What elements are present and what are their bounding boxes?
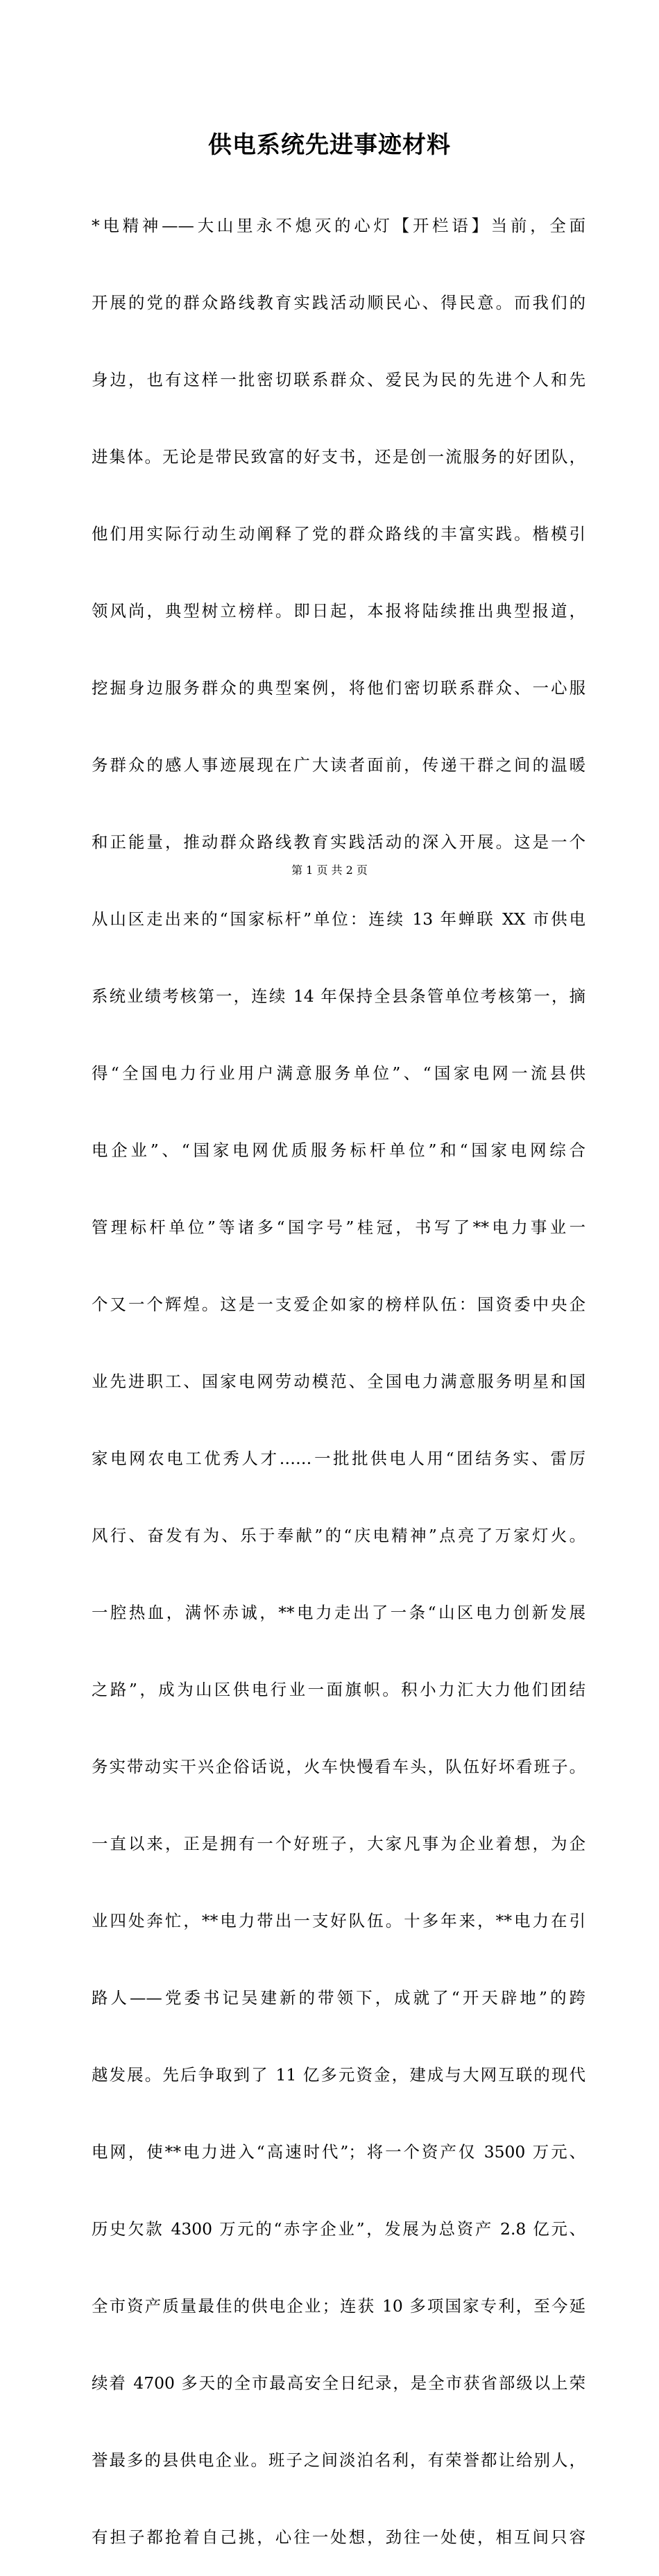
body-line: 业先进职工、国家电网劳动模范、全国电力满意服务明星和国 (92, 1372, 585, 1391)
body-line: 电企业”、“国家电网优质服务标杆单位”和“国家电网综合 (92, 1140, 585, 1160)
body-line: 他们用实际行动生动阐释了党的群众路线的丰富实践。楷模引 (92, 524, 585, 544)
body-line: 得“全国电力行业用户满意服务单位”、“国家电网一流县供 (92, 1063, 585, 1083)
body-line: 续着 4700 多天的全市最高安全日纪录，是全市获省部级以上荣 (92, 2373, 585, 2393)
body-line: 开展的党的群众路线教育实践活动顺民心、得民意。而我们的 (92, 293, 585, 312)
body-line: *电精神——大山里永不熄灭的心灯【开栏语】当前，全面 (92, 216, 585, 235)
body-line: 系统业绩考核第一，连续 14 年保持全县条管单位考核第一，摘 (92, 986, 585, 1006)
body-line: 和正能量，推动群众路线教育实践活动的深入开展。这是一个 (92, 832, 585, 852)
body-line: 领风尚，典型树立榜样。即日起，本报将陆续推出典型报道， (92, 601, 585, 621)
body-line: 从山区走出来的“国家标杆”单位：连续 13 年蝉联 XX 市供电 (92, 909, 585, 929)
body-line: 管理标杆单位”等诸多“国字号”桂冠，书写了**电力事业一 (92, 1218, 585, 1237)
body-line: 路人——党委书记吴建新的带领下，成就了“开天辟地”的跨 (92, 1988, 585, 2007)
body-line: 家电网农电工优秀人才……一批批供电人用“团结务实、雷厉 (92, 1449, 585, 1468)
body-line: 越发展。先后争取到了 11 亿多元资金，建成与大网互联的现代 (92, 2065, 585, 2085)
body-line: 务实带动实干兴企俗话说，火车快慢看车头，队伍好坏看班子。 (92, 1757, 585, 1776)
body-line: 挖掘身边服务群众的典型案例，将他们密切联系群众、一心服 (92, 678, 585, 698)
body-line: 全市资产质量最佳的供电企业；连获 10 多项国家专利，至今延 (92, 2296, 585, 2316)
body-line: 务群众的感人事迹展现在广大读者面前，传递干群之间的温暖 (92, 755, 585, 775)
body-line: 业四处奔忙，**电力带出一支好队伍。十多年来，**电力在引 (92, 1911, 585, 1930)
document-title: 供电系统先进事迹材料 (208, 131, 451, 159)
page-number-footer: 第 1 页 共 2 页 (291, 864, 368, 877)
body-line: 一腔热血，满怀赤诚，**电力走出了一条“山区电力创新发展 (92, 1603, 585, 1622)
body-line: 身边，也有这样一批密切联系群众、爱民为民的先进个人和先 (92, 370, 585, 389)
body-line: 之路”，成为山区供电行业一面旗帜。积小力汇大力他们团结 (92, 1680, 585, 1699)
body-line: 风行、奋发有为、乐于奉献”的“庆电精神”点亮了万家灯火。 (92, 1526, 585, 1545)
body-line: 进集体。无论是带民致富的好支书，还是创一流服务的好团队， (92, 447, 585, 466)
body-line: 一直以来，正是拥有一个好班子，大家凡事为企业着想，为企 (92, 1834, 585, 1853)
body-line: 电网，使**电力进入“高速时代”；将一个资产仅 3500 万元、 (92, 2142, 585, 2162)
body-line: 历史欠款 4300 万元的“赤字企业”，发展为总资产 2.8 亿元、 (92, 2219, 585, 2239)
body-line: 个又一个辉煌。这是一支爱企如家的榜样队伍：国资委中央企 (92, 1295, 585, 1314)
body-line: 誉最多的县供电企业。班子之间淡泊名利，有荣誉都让给别人， (92, 2450, 585, 2470)
body-line: 有担子都抢着自己挑，心往一处想，劲往一处使，相互间只容 (92, 2527, 585, 2547)
document-body (92, 162, 585, 2576)
